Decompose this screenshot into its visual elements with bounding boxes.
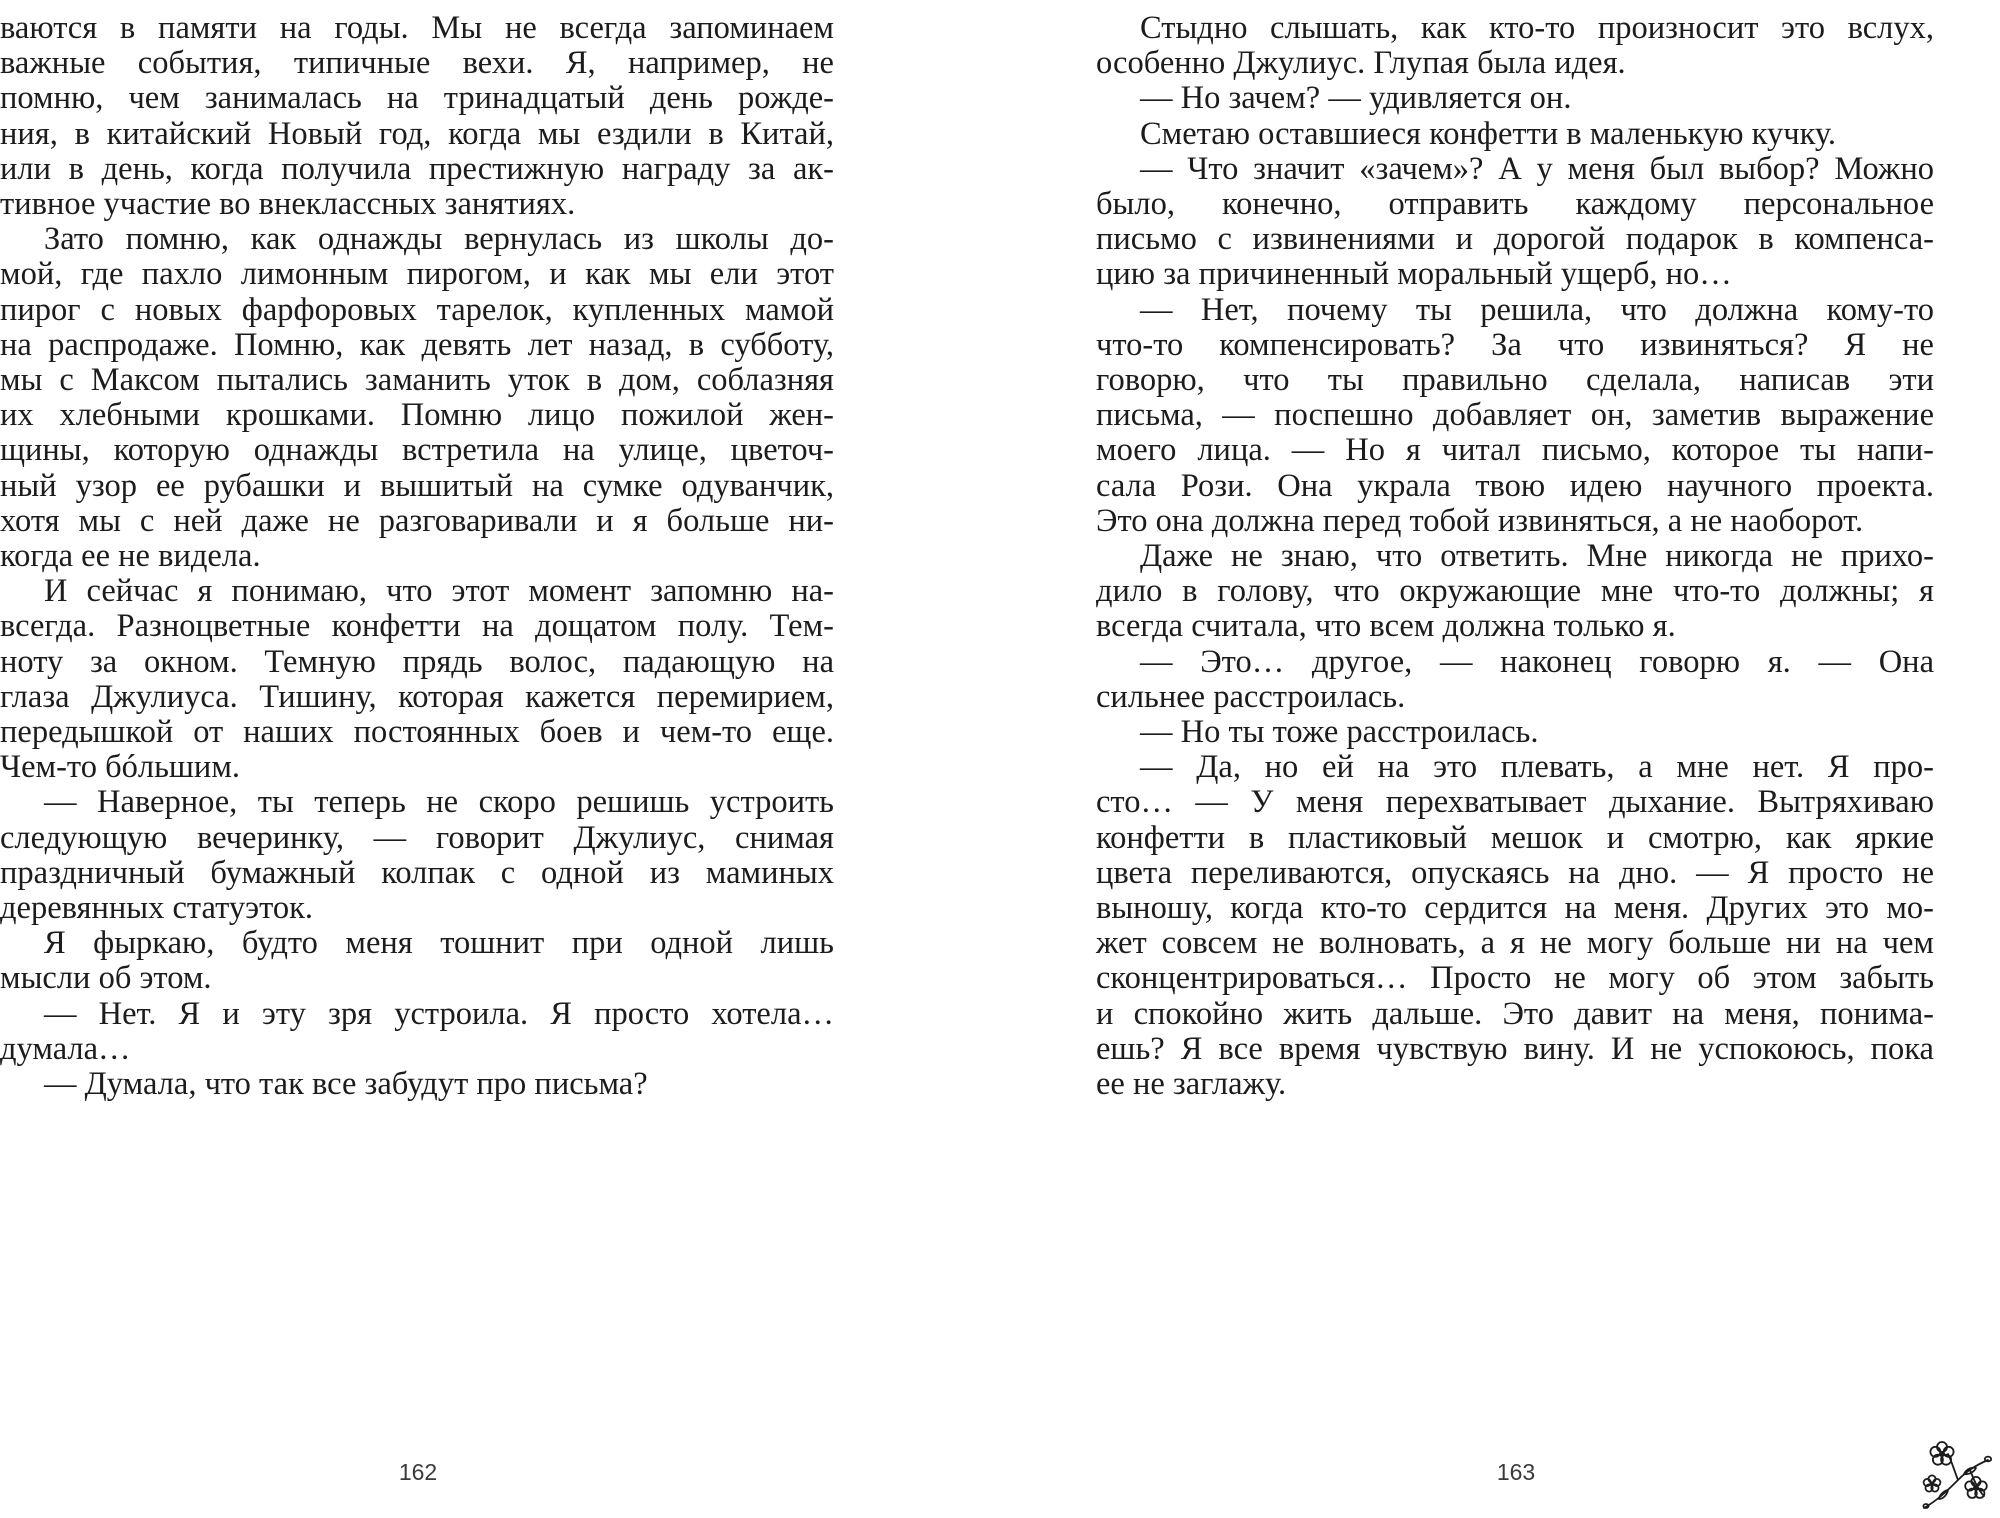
- right-page-text-line: сала Рози. Она украла твою идею научного проекта.: [1096, 467, 1934, 504]
- right-page-text-line: — Это… другое, — наконец говорю я. — Она: [1140, 643, 1934, 680]
- left-page-text-line: глаза Джулиуса. Тишину, которая кажется перемирием,: [0, 678, 834, 715]
- left-page-text-line: пирог с новых фарфоровых тарелок, купленных мамой: [0, 291, 834, 328]
- right-page-text-line: письма, — поспешно добавляет он, заметив выражение: [1096, 397, 1934, 434]
- page-number-right: 163: [1496, 1459, 1536, 1485]
- right-page-text-line: особенно Джулиус. Глупая была идея.: [1096, 45, 1626, 82]
- right-page-text-line: выношу, когда кто-то сердится на меня. Других это мо-: [1096, 890, 1934, 926]
- left-page-text-line: когда ее не видела.: [0, 538, 261, 574]
- right-page-text-line: сильнее расстроилась.: [1096, 678, 1406, 715]
- left-page-text-line: или в день, когда получила престижную награду за ак-: [0, 150, 834, 187]
- left-page-text-line: Я фыркаю, будто меня тошнит при одной лишь: [44, 925, 834, 962]
- page-number-left: 162: [398, 1459, 438, 1485]
- right-page-text-line: было, конечно, отправить каждому персональное: [1096, 186, 1934, 222]
- right-page-text-line: Даже не знаю, что ответить. Мне никогда не прихо-: [1140, 538, 1934, 574]
- left-page-text-line: ный узор ее рубашки и вышитый на сумке одуванчик,: [0, 467, 834, 504]
- right-page-text-line: сконцентрироваться… Просто не могу об этом забыть: [1096, 960, 1934, 997]
- left-page-text-line: — Нет. Я и эту зря устроила. Я просто хотела…: [44, 995, 834, 1032]
- left-page-text-line: ваются в памяти на годы. Мы не всегда запоминаем: [0, 10, 834, 46]
- right-page-text-line: говорю, что ты правильно сделала, написав эти: [1096, 362, 1934, 398]
- left-page-text-line: мы с Максом пытались заманить уток в дом, соблазняя: [0, 362, 834, 398]
- left-page-text-line: Чем-то бóльшим.: [0, 749, 241, 786]
- left-page-text-line: — Наверное, ты теперь не скоро решишь устроить: [44, 784, 834, 821]
- right-page-text-line: жет совсем не волновать, а я не могу больше ни на чем: [1096, 925, 1934, 962]
- left-page-text-line: ноту за окном. Темную прядь волос, падающую на: [0, 643, 834, 680]
- right-page-text-line: — Но ты тоже расстроилась.: [1140, 714, 1539, 750]
- right-page-text-line: цвета переливаются, опускаясь на дно. — Я просто не: [1096, 854, 1934, 891]
- left-page-text-line: на распродаже. Помню, как девять лет назад, в субботу,: [0, 326, 834, 363]
- left-page-text-line: ния, в китайский Новый год, когда мы ездили в Китай,: [0, 115, 834, 152]
- right-page-text-line: конфетти в пластиковый мешок и смотрю, как яркие: [1096, 819, 1934, 856]
- left-page-text-line: следующую вечеринку, — говорит Джулиус, снимая: [0, 819, 834, 856]
- right-page-text-line: — Но зачем? — удивляется он.: [1140, 80, 1572, 117]
- right-page-text-line: Стыдно слышать, как кто-то произносит это вслух,: [1140, 10, 1934, 46]
- right-page-text-line: сто… — У меня перехватывает дыхание. Вытряхиваю: [1096, 784, 1934, 821]
- left-page-text-line: праздничный бумажный колпак с одной из маминых: [0, 854, 834, 891]
- left-page-text-line: хотя мы с ней даже не разговаривали и я больше ни-: [0, 502, 834, 539]
- right-page-text-line: письмо с извинениями и дорогой подарок в компенса-: [1096, 221, 1934, 258]
- right-page-text-line: — Что значит «зачем»? А у меня был выбор? Можно: [1140, 150, 1934, 187]
- left-page-text-line: мой, где пахло лимонным пирогом, и как мы ели этот: [0, 256, 834, 293]
- left-page-text-line: думала…: [0, 1030, 131, 1067]
- left-page-text-line: Зато помню, как однажды вернулась из школы до-: [44, 221, 834, 258]
- right-page-text-line: и спокойно жить дальше. Это давит на меня, понима-: [1096, 995, 1934, 1032]
- left-page-text-line: щины, которую однажды встретила на улице, цветоч-: [0, 432, 834, 469]
- right-page-text-line: ешь? Я все время чувствую вину. И не успокоюсь, пока: [1096, 1030, 1934, 1067]
- left-page-text-line: деревянных статуэток.: [0, 890, 314, 926]
- left-page-text-line: тивное участие во внеклассных занятиях.: [0, 186, 576, 222]
- right-page-text-line: Это она должна перед тобой извиняться, а не наоборот.: [1096, 502, 1864, 539]
- left-page-text-line: передышкой от наших постоянных боев и чем-то еще.: [0, 714, 834, 750]
- right-page-text-line: моего лица. — Но я читал письмо, которое ты напи-: [1096, 432, 1934, 469]
- right-page-text-line: ее не заглажу.: [1096, 1066, 1287, 1102]
- left-page-text-line: важные события, типичные вехи. Я, например, не: [0, 45, 834, 82]
- left-page-text-line: И сейчас я понимаю, что этот момент запомню на-: [44, 573, 834, 610]
- right-page-text-line: — Нет, почему ты решила, что должна кому-то: [1140, 291, 1934, 328]
- flower-ornament-icon: [1918, 1440, 1996, 1514]
- left-page-text-line: всегда. Разноцветные конфетти на дощатом полу. Тем-: [0, 608, 834, 645]
- left-page-text-line: помню, чем занималась на тринадцатый день рожде-: [0, 80, 834, 117]
- right-page-text-line: что-то компенсировать? За что извиняться? Я не: [1096, 326, 1934, 363]
- left-page-text-line: — Думала, что так все забудут про письма?: [44, 1066, 648, 1102]
- right-page-text-line: — Да, но ей на это плевать, а мне нет. Я про-: [1140, 749, 1934, 786]
- right-page-text-line: Сметаю оставшиеся конфетти в маленькую кучку.: [1140, 115, 1837, 152]
- left-page-text-line: их хлебными крошками. Помню лицо пожилой жен-: [0, 397, 834, 434]
- right-page-text-line: дило в голову, что окружающие мне что-то должны; я: [1096, 573, 1934, 610]
- right-page-text-line: всегда считала, что всем должна только я.: [1096, 608, 1676, 645]
- left-page-text-line: мысли об этом.: [0, 960, 212, 997]
- right-page-text-line: цию за причиненный моральный ущерб, но…: [1096, 256, 1732, 293]
